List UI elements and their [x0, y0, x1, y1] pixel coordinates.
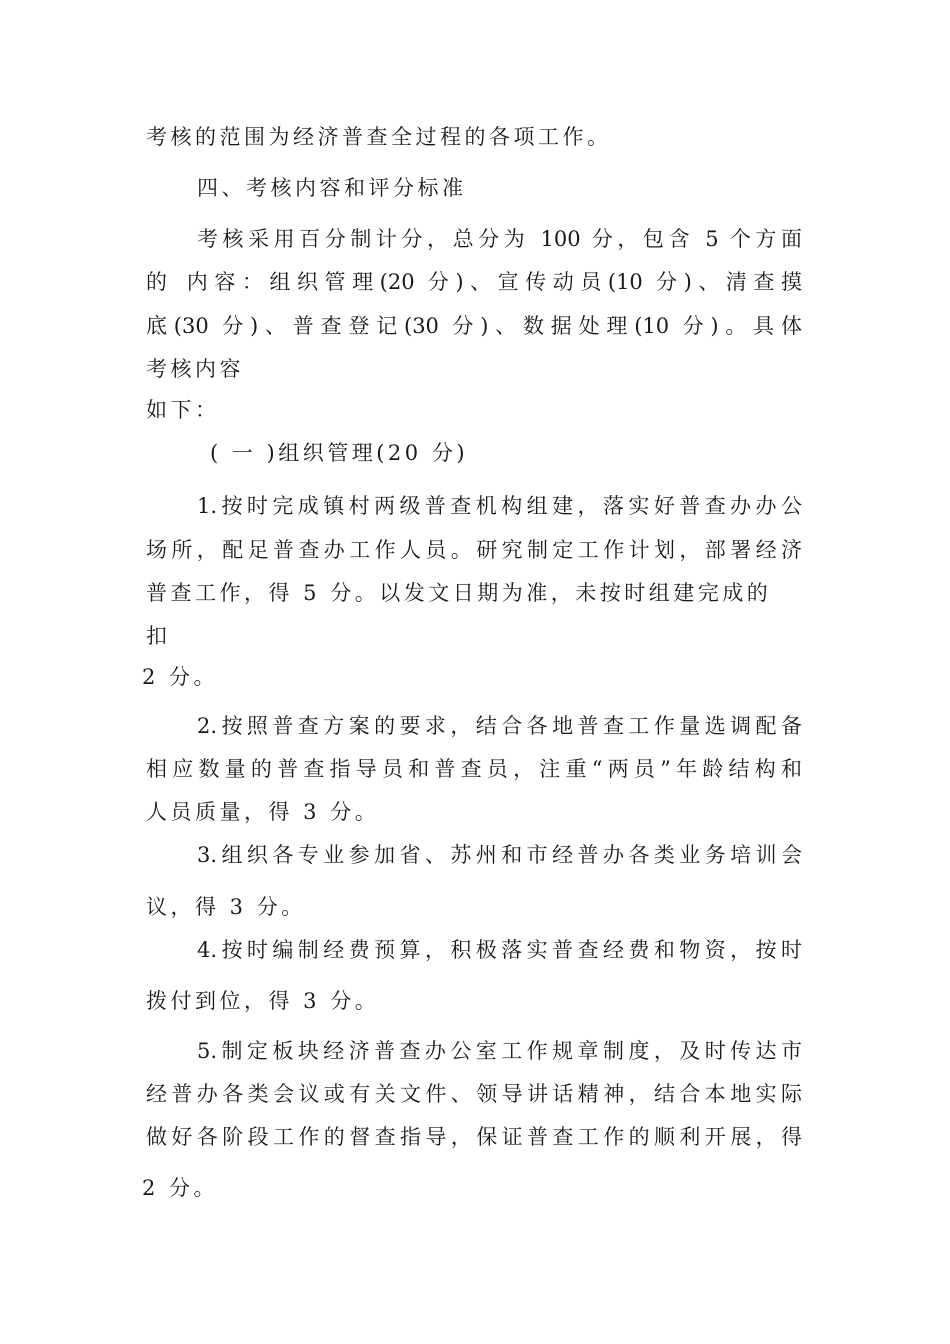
paragraph-line: 2.按照普查方案的要求，结合各地普查工作量选调配备 [197, 714, 802, 738]
paragraph-line: 相应数量的普查指导员和普查员，注重“两员”年龄结构和 [146, 757, 802, 781]
paragraph-line: 考核内容 [146, 357, 244, 381]
paragraph-line: 底(30 分)、普查登记(30 分)、数据处理(10 分)。具体 [146, 314, 802, 338]
paragraph-line: 做好各阶段工作的督查指导，保证普查工作的顺利开展，得 [146, 1125, 802, 1149]
section-heading: 四、考核内容和评分标准 [197, 176, 467, 200]
paragraph-line: 议，得 3 分。 [146, 895, 306, 919]
paragraph-line: 的 内容：组织管理(20 分)、宣传动员(10 分)、清查摸 [146, 270, 802, 294]
paragraph-line: 场所，配足普查办工作人员。研究制定工作计划，部署经济 [146, 538, 802, 562]
paragraph-line: 5.制定板块经济普查办公室工作规章制度，及时传达市 [197, 1039, 802, 1063]
paragraph-line: 2 分。 [142, 1176, 219, 1200]
subsection-heading: ( 一 )组织管理(20 分) [210, 441, 469, 465]
paragraph-line: 普查工作，得 5 分。以发文日期为准，未按时组建完成的 [146, 581, 772, 605]
paragraph-line: 4.按时编制经费预算，积极落实普查经费和物资，按时 [197, 938, 802, 962]
paragraph-line: 考核的范围为经济普查全过程的各项工作。 [146, 125, 612, 149]
paragraph-line: 经普办各类会议或有关文件、领导讲话精神，结合本地实际 [146, 1082, 802, 1106]
paragraph-line: 扣 [146, 624, 171, 648]
paragraph-line: 拨付到位，得 3 分。 [146, 989, 380, 1013]
paragraph-line: 2 分。 [142, 665, 219, 689]
paragraph-line: 3.组织各专业参加省、苏州和市经普办各类业务培训会 [197, 843, 802, 867]
paragraph-line: 如下： [146, 398, 220, 422]
paragraph-line: 1.按时完成镇村两级普查机构组建，落实好普查办办公 [197, 494, 802, 518]
paragraph-line: 考核采用百分制计分，总分为 100 分，包含 5 个方面 [197, 227, 802, 251]
paragraph-line: 人员质量，得 3 分。 [146, 800, 380, 824]
